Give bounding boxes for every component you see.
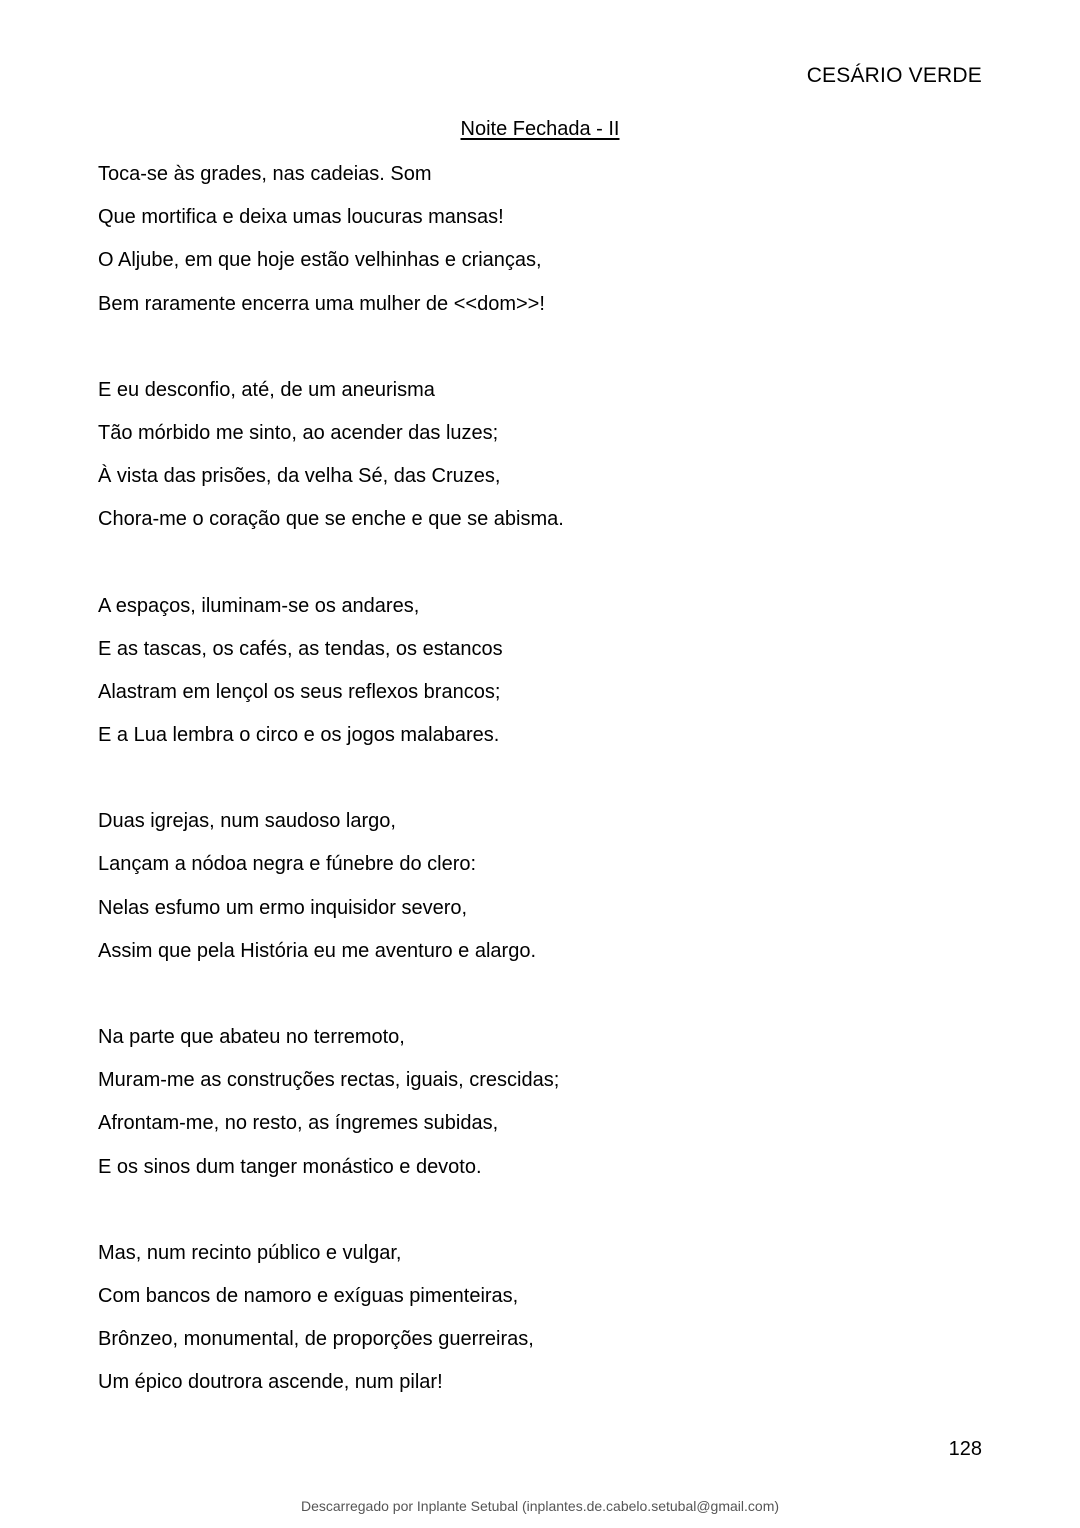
verse-line: Alastram em lençol os seus reflexos brancos;	[98, 680, 501, 703]
verse-line: Um épico doutrora ascende, num pilar!	[98, 1371, 443, 1394]
page-number: 128	[948, 1438, 982, 1460]
stanza	[98, 805, 978, 978]
verse-line: Que mortifica e deixa umas loucuras mansas!	[98, 206, 504, 229]
verse-line: Na parte que abateu no terremoto,	[98, 1026, 405, 1048]
verse-line: Tão mórbido me sinto, ao acender das luzes;	[98, 421, 499, 444]
verse-line: E eu desconfio, até, de um aneurisma	[98, 378, 435, 401]
verse-line: Bem raramente encerra uma mulher de <<dom>>!	[98, 292, 545, 315]
stanza	[98, 1237, 978, 1410]
verse-line: Toca-se às grades, nas cadeias. Som	[98, 163, 432, 185]
verse-line: Com bancos de namoro e exíguas pimenteiras,	[98, 1284, 519, 1307]
verse-line: Brônzeo, monumental, de proporções guerreiras,	[98, 1328, 534, 1351]
download-note: Descarregado por Inplante Setubal (inplantes.de.cabelo.setubal@gmail.com)	[300, 1498, 780, 1514]
poem-title: Noite Fechada - II	[460, 118, 620, 140]
verse-line: O Aljube, em que hoje estão velhinhas e crianças,	[98, 249, 542, 272]
poem-body	[98, 158, 978, 1453]
stanza	[98, 1021, 978, 1194]
verse-line: A espaços, iluminam-se os andares,	[98, 594, 420, 617]
verse-line: Duas igrejas, num saudoso largo,	[98, 810, 396, 833]
stanza	[98, 374, 978, 547]
verse-line: E as tascas, os cafés, as tendas, os estancos	[98, 637, 503, 660]
stanza	[98, 590, 978, 763]
verse-line: Nelas esfumo um ermo inquisidor severo,	[98, 896, 468, 919]
verse-line: Muram-me as construções rectas, iguais, crescidas;	[98, 1069, 560, 1092]
verse-line: À vista das prisões, da velha Sé, das Cruzes,	[98, 465, 501, 488]
verse-line: Lançam a nódoa negra e fúnebre do clero:	[98, 853, 477, 876]
stanza	[98, 158, 978, 331]
verse-line: Mas, num recinto público e vulgar,	[98, 1241, 402, 1264]
verse-line: Afrontam-me, no resto, as íngremes subidas,	[98, 1112, 499, 1135]
author-header: CESÁRIO VERDE	[806, 64, 982, 87]
verse-line: Chora-me o coração que se enche e que se abisma.	[98, 508, 564, 531]
verse-line: E a Lua lembra o circo e os jogos malabares.	[98, 724, 500, 747]
verse-line: E os sinos dum tanger monástico e devoto.	[98, 1155, 482, 1178]
verse-line: Assim que pela História eu me aventuro e alargo.	[98, 939, 537, 962]
